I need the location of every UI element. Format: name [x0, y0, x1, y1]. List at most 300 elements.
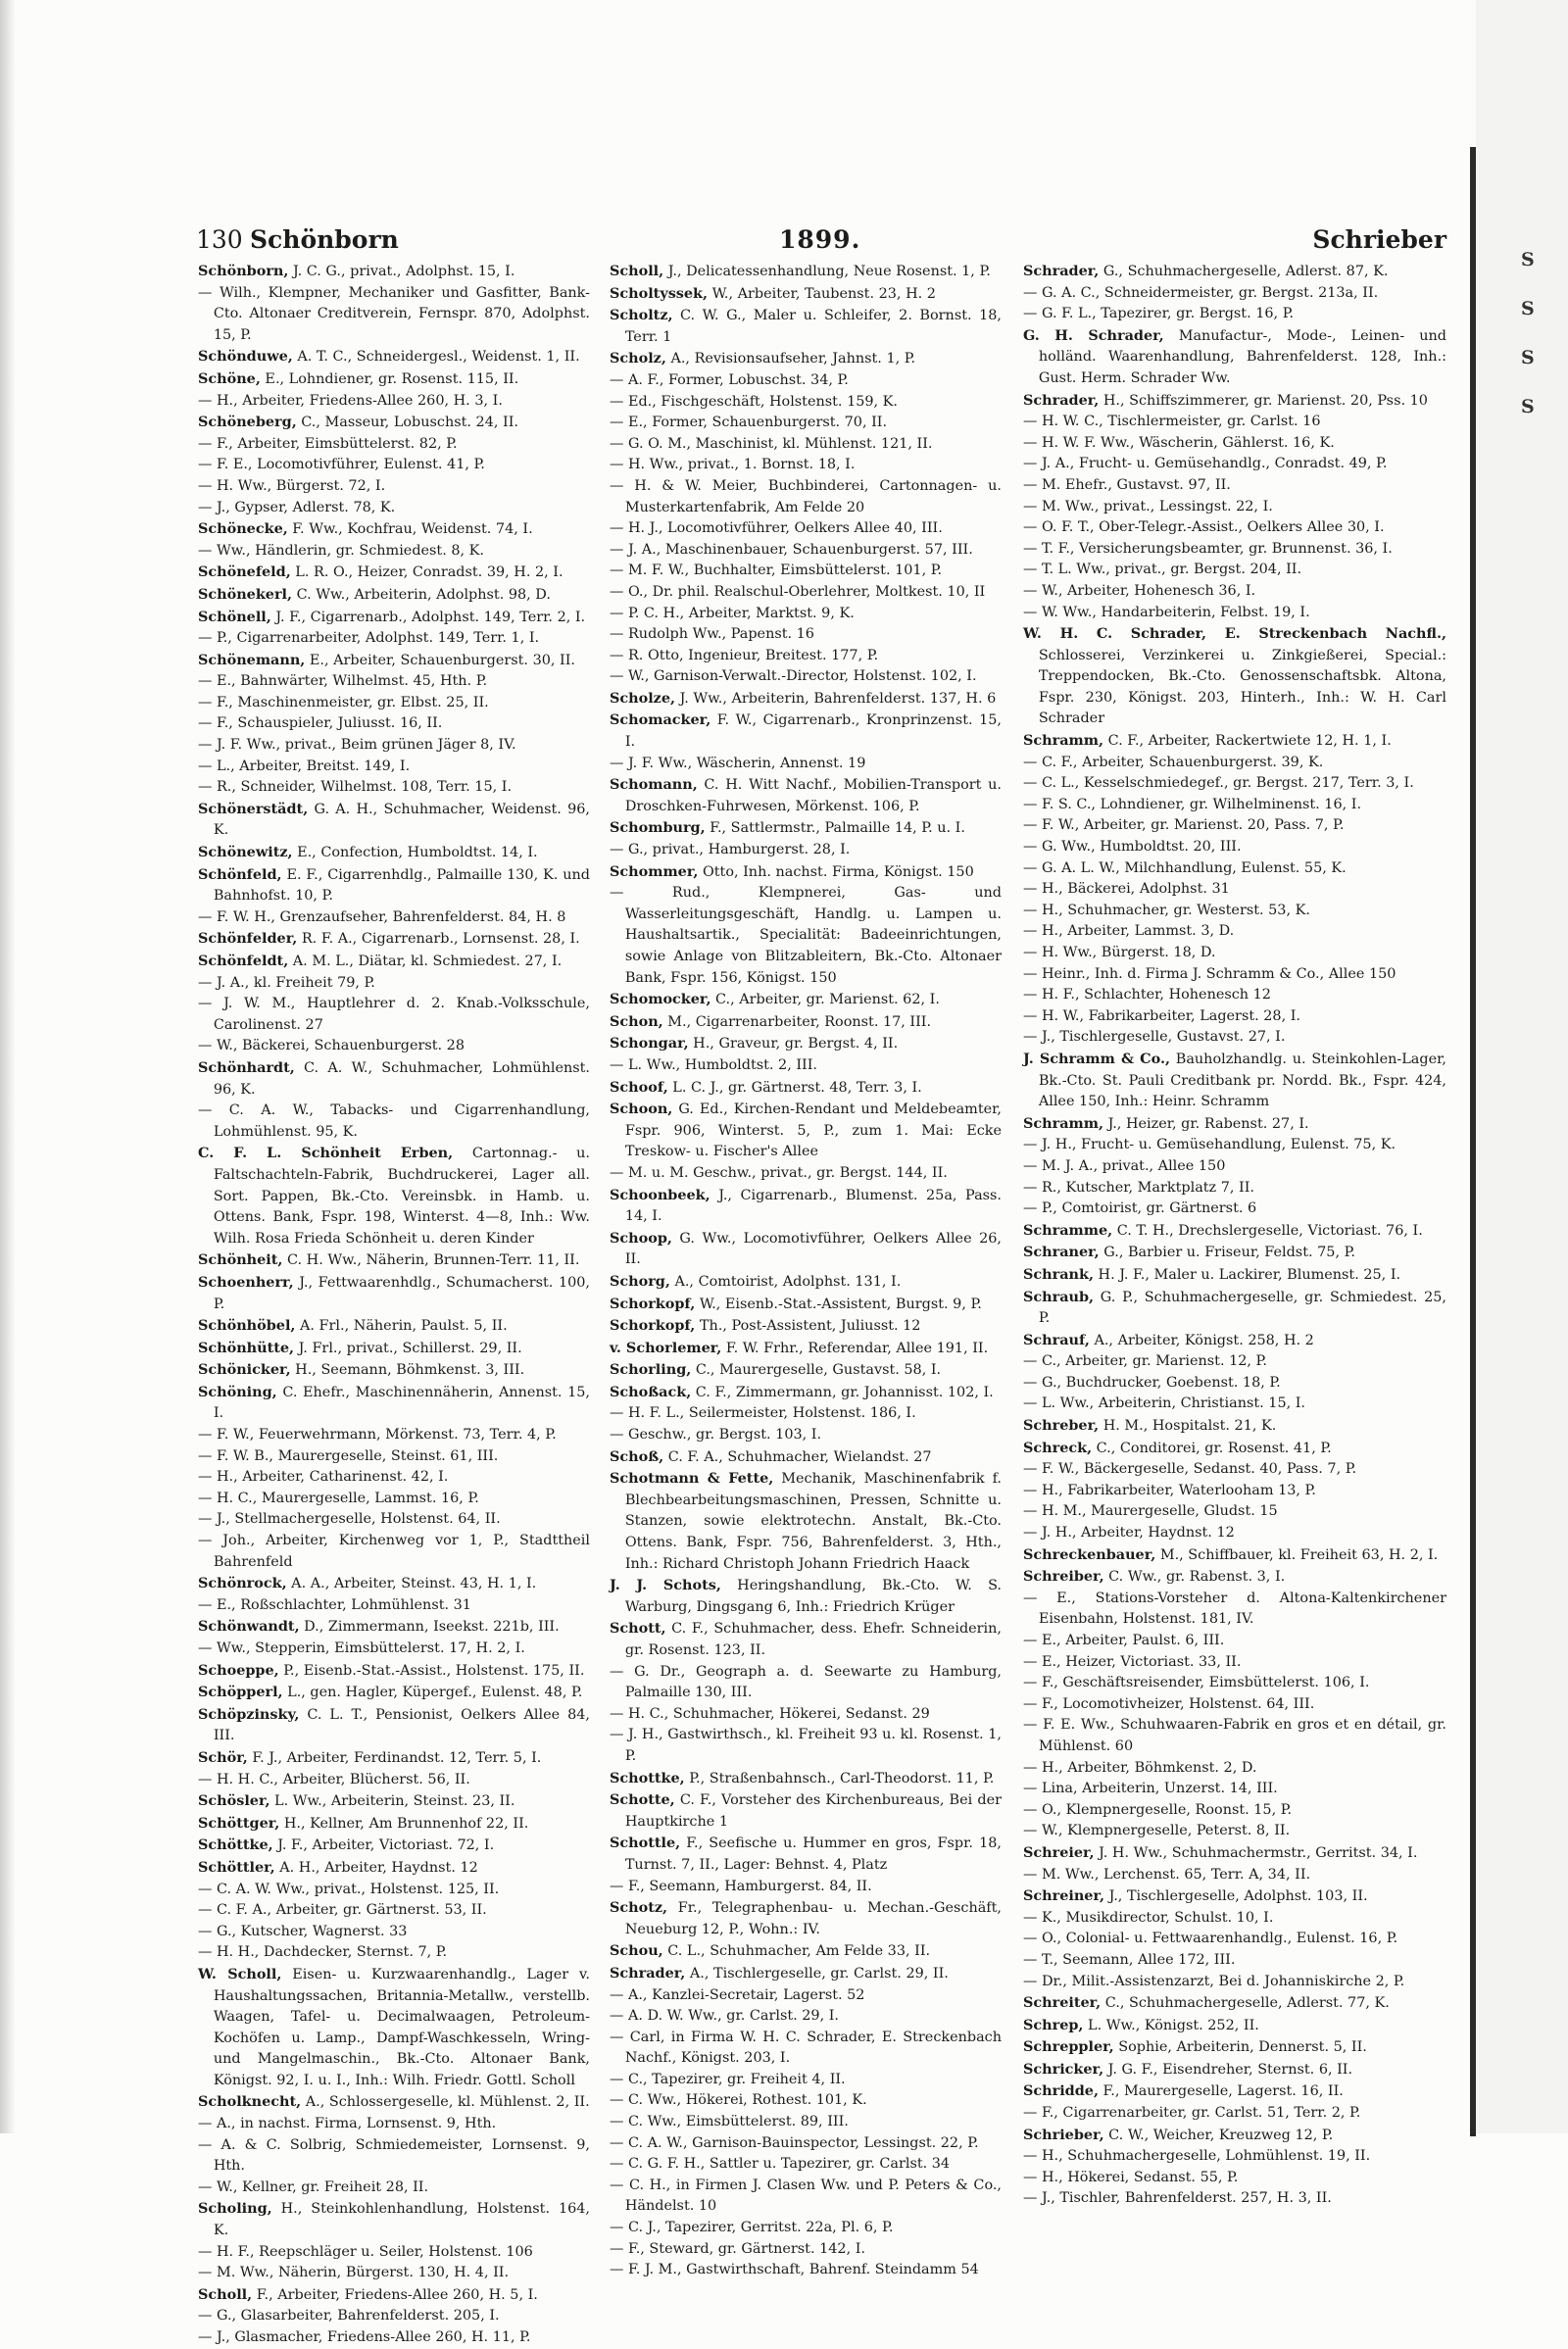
- entry-surname: Schöne,: [198, 369, 261, 387]
- entry-details: — Rudolph Ww., Papenst. 16: [610, 626, 814, 643]
- facing-page-glyph: S: [1521, 298, 1535, 319]
- entry-details: — L. Ww., Humboldtst. 2, III.: [610, 1056, 817, 1073]
- entry-surname: Schösler,: [198, 1792, 270, 1810]
- directory-entry: [1023, 1220, 1446, 1243]
- entry-details: G. A. H., Schuhmacher, Weidenst. 96, K.: [213, 801, 590, 839]
- entry-surname: Scholtz,: [610, 307, 673, 324]
- directory-entry: [198, 2263, 590, 2284]
- entry-details: F., Sattlermstr., Palmaille 14, P. u. I.: [705, 820, 965, 837]
- directory-entry: [198, 713, 590, 735]
- entry-details: F., Arbeiter, Friedens-Allee 260, H. 5, I.: [252, 2286, 538, 2303]
- entry-details: — Geschw., gr. Bergst. 103, I.: [610, 1427, 822, 1444]
- entry-surname: Schoof,: [610, 1078, 668, 1096]
- scan-edge: [0, 0, 16, 2133]
- entry-details: — H., Hökerei, Sedanst. 55, P.: [1023, 2169, 1239, 2185]
- entry-details: — J. H., Arbeiter, Haydnst. 12: [1023, 1525, 1235, 1542]
- entry-details: C. H. Witt Nachf., Mobilien-Transport u. Droschken-Fuhrwesen, Mörkenst. 106, P.: [624, 777, 1002, 814]
- entry-surname: Schridde,: [1023, 2082, 1099, 2100]
- entry-surname: Schotmann & Fette,: [610, 1470, 774, 1488]
- entry-details: A. A., Arbeiter, Steinst. 43, H. 1, I.: [286, 1576, 537, 1592]
- entry-surname: Schongar,: [610, 1035, 689, 1052]
- entry-details: — G. O. M., Maschinist, kl. Mühlenst. 121, II.: [610, 435, 933, 452]
- entry-details: — C. Ww., Hökerei, Rothest. 101, K.: [610, 2092, 867, 2109]
- entry-details: W., Arbeiter, Taubenst. 23, H. 2: [708, 285, 936, 302]
- directory-entry: [610, 754, 1002, 775]
- entry-surname: Schöttler,: [198, 1858, 275, 1876]
- entry-details: A. H., Arbeiter, Haydnst. 12: [274, 1859, 478, 1876]
- entry-details: — M. Ww., Näherin, Bürgerst. 130, H. 4, II.: [198, 2265, 510, 2281]
- entry-details: — J., Gypser, Adlerst. 78, K.: [198, 499, 396, 515]
- entry-details: F., Seefische u. Hummer en gros, Fspr. 18, Turnst. 7, II., Lager: Behnst. 4, Platz: [624, 1835, 1002, 1873]
- directory-entry: [198, 2242, 590, 2264]
- directory-entry: [198, 650, 590, 672]
- entry-details: — H. W. F. Ww., Wäscherin, Gählerst. 16, K.: [1023, 434, 1335, 451]
- entry-details: — P. C. H., Arbeiter, Marktst. 9, K.: [610, 605, 855, 621]
- directory-entry: [610, 455, 1002, 476]
- entry-surname: Schöpperl,: [198, 1684, 283, 1701]
- entry-surname: Schoop,: [610, 1229, 672, 1247]
- directory-entry: [610, 883, 1002, 989]
- facing-page-glyph: S: [1521, 347, 1535, 368]
- entry-details: E. F., Cigarrenhdlg., Palmaille 130, K. und Bahnhofst. 10, P.: [213, 866, 590, 905]
- directory-entry: [198, 562, 590, 584]
- entry-surname: Scholze,: [610, 689, 676, 707]
- directory-entry: [198, 1249, 590, 1272]
- directory-entry: [198, 2114, 590, 2135]
- entry-details: — O., Colonial- u. Fettwaarenhandlg., Eulenst. 16, P.: [1023, 1931, 1398, 1947]
- entry-details: — R., Schneider, Wilhelmst. 108, Terr. 15, I.: [198, 779, 513, 796]
- entry-details: E., Confection, Humboldtst. 14, I.: [292, 845, 538, 861]
- entry-surname: Schreier,: [1023, 1843, 1095, 1861]
- entry-surname: Schreckenbauer,: [1023, 1545, 1156, 1563]
- entry-details: J. Frl., privat., Schillerst. 29, II.: [294, 1340, 522, 1356]
- entry-details: — L., Arbeiter, Breitst. 149, I.: [198, 758, 411, 774]
- entry-details: — G. F. L., Tapezirer, gr. Bergst. 16, P.: [1023, 306, 1295, 322]
- directory-entry: [198, 1143, 590, 1249]
- directory-entry: [1023, 753, 1446, 774]
- directory-entry: [610, 1425, 1002, 1446]
- directory-entry: [1023, 1779, 1446, 1800]
- entry-details: — G. Dr., Geograph a. d. Seewarte zu Hamburg, Palmaille 130, III.: [610, 1663, 1002, 1701]
- entry-surname: Schreiter,: [1023, 1994, 1102, 2012]
- entry-details: — W., Garnison-Verwalt.-Director, Holstenst. 102, I.: [610, 668, 977, 685]
- column-2: [610, 261, 1002, 2278]
- entry-details: J., Fettwaarenhdlg., Schumacherst. 100, P.: [213, 1274, 590, 1312]
- entry-details: — C. A. W., Garnison-Bauinspector, Lessingst. 22, P.: [610, 2134, 979, 2151]
- directory-entry: [198, 1704, 590, 1747]
- entry-details: — Dr., Milit.-Assistenzarzt, Bei d. Johanniskirche 2, P.: [1023, 1973, 1405, 1989]
- entry-details: — H. Ww., Bürgerst. 72, I.: [198, 477, 386, 494]
- directory-entry: [1023, 1758, 1446, 1780]
- entry-details: C. F., Schuhmacher, dess. Ehefr. Schneiderin, gr. Rosenst. 123, II.: [624, 1621, 1002, 1658]
- entry-details: — H., Arbeiter, Friedens-Allee 260, H. 3, I.: [198, 392, 503, 409]
- directory-entry: [610, 305, 1002, 348]
- entry-details: C. F. A., Schuhmacher, Wielandst. 27: [663, 1448, 932, 1465]
- directory-entry: [198, 1489, 590, 1510]
- directory-entry: [198, 693, 590, 714]
- directory-entry: [1023, 412, 1446, 433]
- entry-surname: Scholl,: [610, 263, 664, 279]
- entry-details: — C. H., in Firmen J. Clasen Ww. und P. Peters & Co., Händelst. 10: [610, 2177, 1002, 2215]
- entry-surname: Schraub,: [1023, 1288, 1095, 1305]
- directory-entry: [610, 1768, 1002, 1790]
- directory-entry: [610, 1055, 1002, 1077]
- directory-entry: [1023, 581, 1446, 603]
- entry-details: — Lina, Arbeiterin, Unzerst. 14, III.: [1023, 1781, 1278, 1797]
- directory-entry: [1023, 858, 1446, 880]
- entry-surname: Schöttger,: [198, 1814, 280, 1832]
- entry-details: J. G. F., Eisendreher, Sternst. 6, II.: [1103, 2061, 1353, 2078]
- entry-details: Heringshandlung, Bk.-Cto. W. S. Warburg, Dingsgang 6, Inh.: Friedrich Krüger: [624, 1578, 1002, 1615]
- directory-entry: [198, 799, 590, 842]
- entry-details: A., Comtoirist, Adolphst. 131, I.: [669, 1273, 902, 1290]
- directory-entry: [198, 391, 590, 413]
- entry-details: C. W. G., Maler u. Schleifer, 2. Bornst. 18, Terr. 1: [624, 308, 1002, 345]
- entry-details: — M. u. M. Geschw., privat., gr. Bergst. 144, II.: [610, 1164, 948, 1181]
- directory-entry: [1023, 837, 1446, 858]
- entry-details: — W., Klempnergeselle, Peterst. 8, II.: [1023, 1823, 1291, 1839]
- entry-surname: Schönrock,: [198, 1575, 287, 1592]
- entry-surname: Schönecke,: [198, 520, 288, 538]
- entry-details: H. J. F., Maler u. Lackirer, Blumenst. 25, I.: [1093, 1266, 1401, 1283]
- directory-entry: [198, 1315, 590, 1338]
- directory-entry: [1023, 795, 1446, 816]
- directory-entry: [198, 671, 590, 693]
- directory-entry: [198, 864, 590, 907]
- directory-entry: [198, 476, 590, 498]
- entry-details: — O., Dr. phil. Realschul-Oberlehrer, Moltkest. 10, II: [610, 583, 986, 600]
- entry-details: C. W., Weicher, Kreuzweg 12, P.: [1103, 2127, 1334, 2143]
- directory-entry: [198, 2178, 590, 2199]
- directory-entry: [1023, 964, 1446, 986]
- directory-entry: [1023, 1566, 1446, 1589]
- directory-entry: [610, 476, 1002, 518]
- directory-entry: [1023, 2080, 1446, 2103]
- directory-entry: [198, 1813, 590, 1835]
- entry-details: — C. L., Kesselschmiedegef., gr. Bergst. 217, Terr. 3, I.: [1023, 775, 1414, 792]
- directory-entry: [610, 688, 1002, 710]
- directory-entry: [1023, 2125, 1446, 2147]
- last-entry-heading: Schrieber: [1312, 225, 1446, 254]
- directory-entry: [1023, 1800, 1446, 1822]
- directory-entry: [198, 1425, 590, 1446]
- entry-details: — F. W., Bäckergeselle, Sedanst. 40, Pass. 7, P.: [1023, 1461, 1357, 1478]
- facing-page-glyph: S: [1521, 396, 1535, 417]
- entry-details: — A. F., Former, Lobuschst. 34, P.: [610, 371, 849, 388]
- entry-details: J., Heizer, gr. Rabenst. 27, I.: [1103, 1115, 1309, 1132]
- entry-details: — F., Locomotivheizer, Holstenst. 64, III.: [1023, 1695, 1315, 1712]
- entry-surname: J. J. Schots,: [610, 1577, 721, 1594]
- entry-details: — A. & C. Solbrig, Schmiedemeister, Lornsenst. 9, Hth.: [198, 2136, 590, 2175]
- entry-details: C., Masseur, Lobuschst. 24, II.: [296, 415, 518, 431]
- entry-details: C., Arbeiter, gr. Marienst. 62, I.: [710, 992, 940, 1008]
- directory-entry: [610, 817, 1002, 840]
- entry-details: — C., Arbeiter, gr. Marienst. 12, P.: [1023, 1353, 1267, 1370]
- directory-entry: [610, 261, 1002, 283]
- directory-entry: [610, 392, 1002, 414]
- directory-entry: [610, 1099, 1002, 1163]
- directory-entry: [1023, 1135, 1446, 1156]
- entry-surname: Scholl,: [198, 2285, 253, 2303]
- entry-details: — A., in nachst. Firma, Lornsenst. 9, Hth.: [198, 2116, 497, 2132]
- entry-details: — H. C., Schuhmacher, Hökerei, Sedanst. 29: [610, 1705, 930, 1722]
- directory-entry: [610, 413, 1002, 434]
- entry-details: J., Cigarrenarb., Blumenst. 25a, Pass. 14, I.: [624, 1187, 1002, 1225]
- directory-entry: [610, 283, 1002, 306]
- entry-details: — J. F. Ww., privat., Beim grünen Jäger 8, IV.: [198, 737, 516, 754]
- entry-details: — Ww., Stepperin, Eimsbüttelerst. 17, H. 2, I.: [198, 1640, 525, 1656]
- directory-entry: [610, 1725, 1002, 1767]
- directory-entry: [198, 1880, 590, 1901]
- entry-details: — F. W. H., Grenzaufseher, Bahrenfelderst. 84, H. 8: [198, 908, 566, 925]
- entry-surname: Schorling,: [610, 1361, 692, 1379]
- entry-surname: W. Scholl,: [198, 1965, 282, 1982]
- directory-entry: [610, 1833, 1002, 1876]
- entry-details: G., Schuhmachergeselle, Adlerst. 87, K.: [1099, 264, 1389, 279]
- directory-entry: [1023, 1156, 1446, 1178]
- directory-entry: [1023, 1330, 1446, 1352]
- directory-entry: [198, 2284, 590, 2307]
- entry-details: — C. J., Tapezirer, Gerritst. 22a, Pl. 6, P.: [610, 2220, 894, 2236]
- directory-entry: [610, 582, 1002, 604]
- entry-details: H., Steinkohlenhandlung, Holstenst. 164, K.: [213, 2201, 590, 2239]
- directory-entry: [1023, 2103, 1446, 2125]
- entry-surname: Schou,: [610, 1942, 663, 1960]
- entry-details: — E., Stations-Vorsteher d. Altona-Kaltenkirchener Eisenbahn, Holstenst. 181, IV.: [1023, 1590, 1446, 1628]
- directory-entry: [198, 951, 590, 973]
- directory-entry: [198, 283, 590, 347]
- directory-entry: [610, 2260, 1002, 2281]
- entry-surname: Schotte,: [610, 1791, 675, 1809]
- entry-details: — F., Arbeiter, Eimsbüttelerst. 82, P.: [198, 435, 458, 452]
- directory-entry: [198, 607, 590, 629]
- entry-details: — J., Stellmachergeselle, Holstenst. 64, II.: [198, 1511, 501, 1528]
- entry-details: — F., Cigarrenarbeiter, gr. Carlst. 51, Terr. 2, P.: [1023, 2105, 1361, 2122]
- entry-surname: Schönicker,: [198, 1361, 291, 1379]
- directory-entry: [610, 666, 1002, 688]
- entry-surname: Schör,: [198, 1748, 248, 1766]
- entry-surname: Schreck,: [1023, 1439, 1093, 1456]
- entry-details: — Ed., Fischgeschäft, Holstenst. 159, K.: [610, 393, 899, 410]
- directory-entry: [198, 1057, 590, 1101]
- entry-details: — F., Steward, gr. Gärtnerst. 142, I.: [610, 2240, 865, 2257]
- directory-entry: [198, 346, 590, 368]
- entry-surname: Schönefeld,: [198, 563, 291, 581]
- entry-details: — A. D. W. Ww., gr. Carlst. 29, I.: [610, 2008, 839, 2025]
- entry-details: — J. A., Maschinenbauer, Schauenburgerst. 57, III.: [610, 541, 973, 558]
- directory-page: [196, 223, 1458, 2345]
- entry-details: — H. W. C., Tischlermeister, gr. Carlst. 16: [1023, 414, 1321, 430]
- directory-entry: [198, 1036, 590, 1057]
- directory-entry: [198, 628, 590, 650]
- entry-surname: Schoß,: [610, 1447, 664, 1465]
- entry-details: C. F., Zimmermann, gr. Johannisst. 102, I.: [691, 1384, 994, 1400]
- entry-details: Schlosserei, Verzinkerei u. Zinkgießerei, Special.: Treppendocken, Bk.-Cto. Genossenschaftsbk. Altona, Fspr. 230, Königst. 203, Hinterh., Inh.: W. H. Carl Schrader: [1038, 647, 1446, 727]
- entry-details: — J. F. Ww., Wäscherin, Annenst. 19: [610, 755, 866, 771]
- entry-surname: Schramme,: [1023, 1221, 1113, 1239]
- entry-surname: Schotz,: [610, 1899, 668, 1917]
- entry-details: — E., Roßschlachter, Lohmühlenst. 31: [198, 1596, 471, 1613]
- directory-entry: [610, 624, 1002, 646]
- entry-details: J. Ww., Arbeiterin, Bahrenfelderst. 137, H. 6: [675, 690, 997, 707]
- directory-entry: [610, 1011, 1002, 1034]
- entry-details: — M. J. A., privat., Allee 150: [1023, 1157, 1226, 1174]
- entry-surname: Schorkopf,: [610, 1295, 696, 1312]
- entry-details: M., Schiffbauer, kl. Freiheit 63, H. 2, I.: [1155, 1546, 1439, 1563]
- column-3: [1023, 261, 1446, 2207]
- entry-details: — C. Ww., Eimsbüttelerst. 89, III.: [610, 2114, 849, 2130]
- entry-surname: Schorkopf,: [610, 1317, 696, 1335]
- entry-details: — H. W., Fabrikarbeiter, Lagerst. 28, I.: [1023, 1007, 1300, 1024]
- directory-entry: [198, 1835, 590, 1857]
- directory-entry: [198, 1639, 590, 1660]
- directory-entry: [198, 757, 590, 778]
- entry-details: R. F. A., Cigarrenarb., Lornsenst. 28, I.: [297, 931, 580, 948]
- entry-surname: Schoonbeek,: [610, 1186, 710, 1203]
- entry-details: — Wilh., Klempner, Mechaniker und Gasfitter, Bank-Cto. Altonaer Creditverein, Fernspr. 870, Adolphst. 15, P.: [198, 284, 590, 343]
- directory-entry: [198, 1747, 590, 1770]
- directory-entry: [610, 2090, 1002, 2112]
- entry-details: Cartonnag.- u. Faltschachteln-Fabrik, Buchdruckerei, Lager all. Sort. Pappen, Bk.-Cto. Vereinsbk. in Hamb. u. Ottens. Bank, Fspr. 198, Winterst. 4—8, Inh.: Ww. Wilh. Rosa Frieda Schönheit u. deren Kinder: [213, 1146, 590, 1247]
- entry-details: E., Lohndiener, gr. Rosenst. 115, II.: [260, 370, 519, 387]
- directory-entry: [198, 1446, 590, 1468]
- directory-entry: [1023, 497, 1446, 518]
- directory-entry: [198, 1272, 590, 1315]
- entry-details: — Ww., Händlerin, gr. Schmiedest. 8, K.: [198, 542, 484, 559]
- entry-details: Otto, Inh. nachst. Firma, Königst. 150: [698, 863, 974, 880]
- entry-details: — M. F. W., Buchhalter, Eimsbüttelerst. 101, P.: [610, 563, 943, 579]
- directory-entry: [610, 2070, 1002, 2091]
- directory-entry: [1023, 603, 1446, 624]
- entry-surname: Schöttke,: [198, 1836, 273, 1854]
- directory-entry: [198, 1922, 590, 1943]
- directory-entry: [610, 348, 1002, 370]
- entry-details: — H. C., Maurergeselle, Lammst. 16, P.: [198, 1490, 479, 1506]
- entry-details: — F. W., Arbeiter, gr. Marienst. 20, Pass. 7, P.: [1023, 817, 1345, 834]
- directory-entry: [610, 604, 1002, 625]
- entry-surname: Schrep,: [1023, 2016, 1084, 2033]
- directory-entry: [198, 1509, 590, 1531]
- directory-entry: [1023, 2059, 1446, 2081]
- entry-details: — M. Ehefr., Gustavst. 97, II.: [1023, 476, 1231, 493]
- entry-surname: Schreber,: [1023, 1417, 1100, 1435]
- next-page-margin: [1521, 235, 1566, 431]
- entry-details: — W., Kellner, gr. Freiheit 28, II.: [198, 2178, 429, 2195]
- entry-details: C., Maurergeselle, Gustavst. 58, I.: [691, 1362, 942, 1379]
- entry-surname: Schreppler,: [1023, 2038, 1114, 2056]
- entry-details: — J., Tischler, Bahrenfelderst. 257, H. 3, II.: [1023, 2190, 1332, 2207]
- entry-details: — J., Tischlergeselle, Gustavst. 27, I.: [1023, 1029, 1286, 1046]
- entry-details: — W. Ww., Handarbeiterin, Felbst. 19, I.: [1023, 604, 1310, 620]
- page-header: [196, 223, 1458, 257]
- directory-entry: [610, 1468, 1002, 1575]
- entry-details: L. C. J., gr. Gärtnerst. 48, Terr. 3, I.: [667, 1079, 922, 1096]
- entry-details: C. F., Arbeiter, Rackertwiete 12, H. 1, I.: [1103, 733, 1392, 750]
- directory-entry: [610, 540, 1002, 562]
- entry-surname: Schönborn,: [198, 263, 289, 279]
- entry-details: F., Maurergeselle, Lagerst. 16, II.: [1098, 2083, 1344, 2100]
- entry-details: J. C. G., privat., Adolphst. 15, I.: [288, 264, 515, 279]
- entry-details: — F. S. C., Lohndiener, gr. Wilhelminenst. 16, I.: [1023, 796, 1362, 812]
- directory-entry: [1023, 475, 1446, 497]
- entry-surname: Schönekerl,: [198, 585, 293, 603]
- directory-entry: [1023, 1631, 1446, 1652]
- entry-details: H., Schiffszimmerer, gr. Marienst. 20, Pss. 10: [1099, 392, 1428, 409]
- entry-surname: Schrieber,: [1023, 2126, 1104, 2143]
- directory-entry: [610, 1940, 1002, 1963]
- directory-entry: [1023, 1113, 1446, 1136]
- entry-details: F. J., Arbeiter, Ferdinandst. 12, Terr. 5, I.: [247, 1749, 542, 1766]
- directory-entry: [1023, 454, 1446, 475]
- entry-details: — H., Arbeiter, Catharinenst. 42, I.: [198, 1469, 449, 1486]
- directory-entry: [198, 1338, 590, 1360]
- directory-entry: [610, 1877, 1002, 1898]
- year-heading: 1899.: [779, 225, 861, 254]
- entry-details: — H., Schuhmachergeselle, Lohmühlenst. 19, II.: [1023, 2148, 1371, 2165]
- entry-details: — H., Arbeiter, Lammst. 3, D.: [1023, 923, 1235, 940]
- entry-details: — T. L. Ww., privat., gr. Bergst. 204, II.: [1023, 562, 1302, 578]
- entry-details: — Carl, in Firma W. H. C. Schrader, E. Streckenbach Nachf., Königst. 203, I.: [610, 2029, 1002, 2067]
- entry-surname: Schönheit,: [198, 1251, 283, 1269]
- directory-entry: [198, 368, 590, 391]
- entry-details: — E., Former, Schauenburgerst. 70, II.: [610, 415, 888, 431]
- directory-entry: [1023, 943, 1446, 964]
- entry-surname: Schreiner,: [1023, 1887, 1104, 1905]
- entry-surname: Schönfeldt,: [198, 953, 289, 969]
- entry-details: G. Ed., Kirchen-Rendant und Meldebeamter, Fspr. 906, Winterst. 5, P., zum 1. Mai: Ecke Treskow- u. Fischer's Allee: [624, 1101, 1002, 1160]
- entry-details: C. L. T., Pensionist, Oelkers Allee 84, III.: [213, 1706, 590, 1744]
- entry-details: Mechanik, Maschinenfabrik f. Blechbearbeitungsmaschinen, Pressen, Schnitte u. Stanzen, sowie elektrotechn. Anstalt, Bk.-Cto. Ottens. Bank, Fspr. 756, Bahrenfelderst. 3, Hth., Inh.: Richard Christoph Johann Friedrich Haack: [624, 1471, 1002, 1572]
- entry-details: L. R. O., Heizer, Conradst. 39, H. 2, I.: [290, 564, 564, 581]
- first-entry-heading: Schönborn: [250, 225, 399, 254]
- entry-details: C. Ww., gr. Rabenst. 3, I.: [1103, 1569, 1286, 1586]
- directory-entry: [1023, 921, 1446, 943]
- directory-entry: [1023, 1459, 1446, 1481]
- entry-details: H., Seemann, Böhmkenst. 3, III.: [290, 1362, 525, 1379]
- entry-surname: Schoenherr,: [198, 1273, 294, 1291]
- entry-surname: Schoeppe,: [198, 1661, 279, 1679]
- entry-surname: Schöning,: [198, 1383, 277, 1400]
- directory-entry: [610, 1163, 1002, 1185]
- entry-details: — T. F., Versicherungsbeamter, gr. Brunnenst. 36, I.: [1023, 540, 1393, 557]
- entry-details: — F., Geschäftsreisender, Eimsbüttelerst. 106, I.: [1023, 1675, 1370, 1691]
- entry-details: W., Eisenb.-Stat.-Assistent, Burgst. 9, P.: [695, 1296, 982, 1312]
- directory-entry: [610, 774, 1002, 817]
- directory-entry: [610, 2218, 1002, 2239]
- directory-entry: [610, 2006, 1002, 2028]
- directory-entry: [610, 1618, 1002, 1661]
- directory-entry: [610, 1185, 1002, 1228]
- directory-entry: [1023, 879, 1446, 901]
- entry-details: — F. J. M., Gastwirthschaft, Bahrenf. Steindamm 54: [610, 2262, 979, 2278]
- directory-entry: [1023, 623, 1446, 730]
- entry-surname: Schönewitz,: [198, 844, 293, 861]
- entry-details: Th., Post-Assistent, Juliusst. 12: [695, 1318, 921, 1335]
- directory-entry: [1023, 2036, 1446, 2059]
- entry-details: — C., Tapezirer, gr. Freiheit 4, II.: [610, 2071, 846, 2087]
- entry-surname: Schomburg,: [610, 819, 706, 837]
- entry-details: — E., Bahnwärter, Wilhelmst. 45, Hth. P.: [198, 673, 488, 690]
- directory-entry: [198, 498, 590, 519]
- entry-details: — L. Ww., Arbeiterin, Christianst. 15, I.: [1023, 1395, 1306, 1412]
- directory-entry: [198, 2306, 590, 2327]
- directory-entry: [198, 1660, 590, 1683]
- entry-surname: Schott,: [610, 1620, 666, 1638]
- entry-details: M., Cigarrenarbeiter, Roonst. 17, III.: [662, 1013, 932, 1030]
- directory-entry: [198, 412, 590, 434]
- entry-surname: Schrader,: [1023, 391, 1100, 409]
- directory-entry: [1023, 1929, 1446, 1950]
